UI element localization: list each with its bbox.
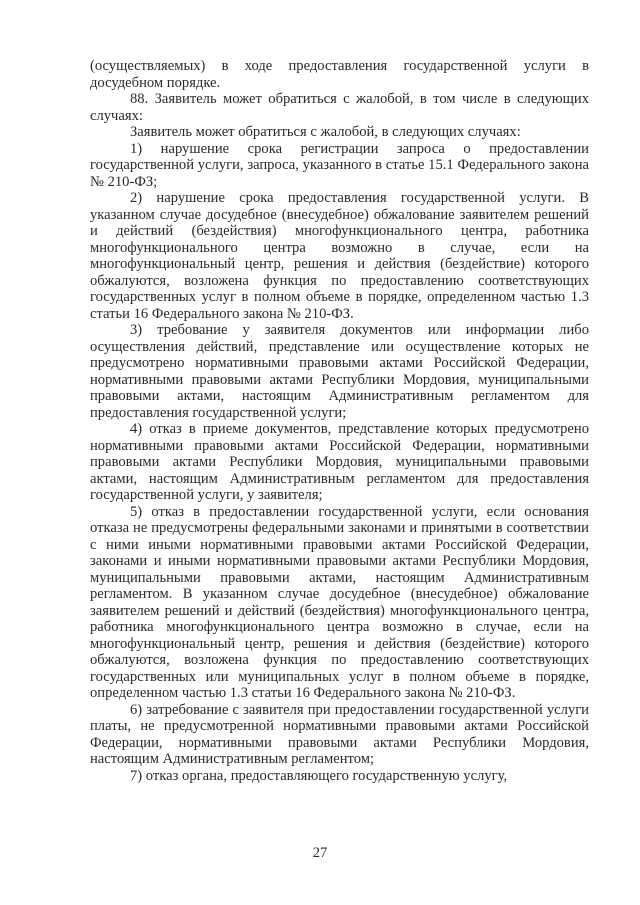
paragraph-case-3: 3) требование у заявителя документов или информации либо осуществления действий, представление или осуществление которых не предусмотрено нормативными правовыми актами Российской Федерации, нормативными правовыми актами Республики Мордовия, муниципальными правовыми актами, настоящим Административным регламентом для предоставления государственной услуги; — [90, 322, 589, 421]
paragraph-case-5: 5) отказ в предоставлении государственной услуги, если основания отказа не предусмотрены федеральными законами и принятыми в соответствии с ними иными нормативными правовыми актами Российской Федерации, законами и иными нормативными правовыми актами Республики Мордовия, муниципальными правовыми актами, настоящим Административным регламентом. В указанном случае досудебное (внесудебное) обжалование заявителем решений и действий (бездействия) многофункционального центра, работника многофункционального центра возможно в случае, если на многофункциональный центр, решения и действия (бездействие) которого обжалуются, возложена функция по предоставлению соответствующих государственных или муниципальных услуг в полном объеме в порядке, определенном частью 1.3 статьи 16 Федерального закона № 210-ФЗ. — [90, 503, 589, 701]
paragraph-item-88: 88. Заявитель может обратиться с жалобой, в том числе в следующих случаях: — [90, 91, 589, 124]
paragraph-case-2: 2) нарушение срока предоставления государственной услуги. В указанном случае досудебное (внесудебное) обжалование заявителем решений и действий (бездействия) многофункционального центра, работника многофункционального центра возможно в случае, если на многофункциональный центр, решения и действия (бездействие) которого обжалуются, возложена функция по предоставлению соответствующих государственных услуг в полном объеме в порядке, определенном частью 1.3 статьи 16 Федерального закона № 210-ФЗ. — [90, 190, 589, 322]
paragraph-intro: Заявитель может обратиться с жалобой, в следующих случаях: — [130, 124, 521, 140]
page-number: 27 — [312, 845, 328, 861]
document-body — [90, 58, 589, 784]
paragraph-case-4: 4) отказ в приеме документов, представление которых предусмотрено нормативными правовыми актами Российской Федерации, нормативными правовыми актами Республики Мордовия, муниципальными правовыми актами, настоящим Административным регламентом для предоставления государственной услуги, у заявителя; — [90, 421, 589, 503]
paragraph-case-6: 6) затребование с заявителя при предоставлении государственной услуги платы, не предусмотренной нормативными правовыми актами Российской Федерации, нормативными правовыми актами Республики Мордовия, настоящим Административным регламентом; — [90, 701, 589, 767]
paragraph-case-7: 7) отказ органа, предоставляющего государственную услугу, — [130, 767, 508, 784]
paragraph-case-1: 1) нарушение срока регистрации запроса о предоставлении государственной услуги, запроса, указанного в статье 15.1 Федерального закона № 210-ФЗ; — [90, 140, 589, 190]
paragraph-continuation: (осуществляемых) в ходе предоставления государственной услуги в досудебном порядке. — [90, 58, 589, 91]
